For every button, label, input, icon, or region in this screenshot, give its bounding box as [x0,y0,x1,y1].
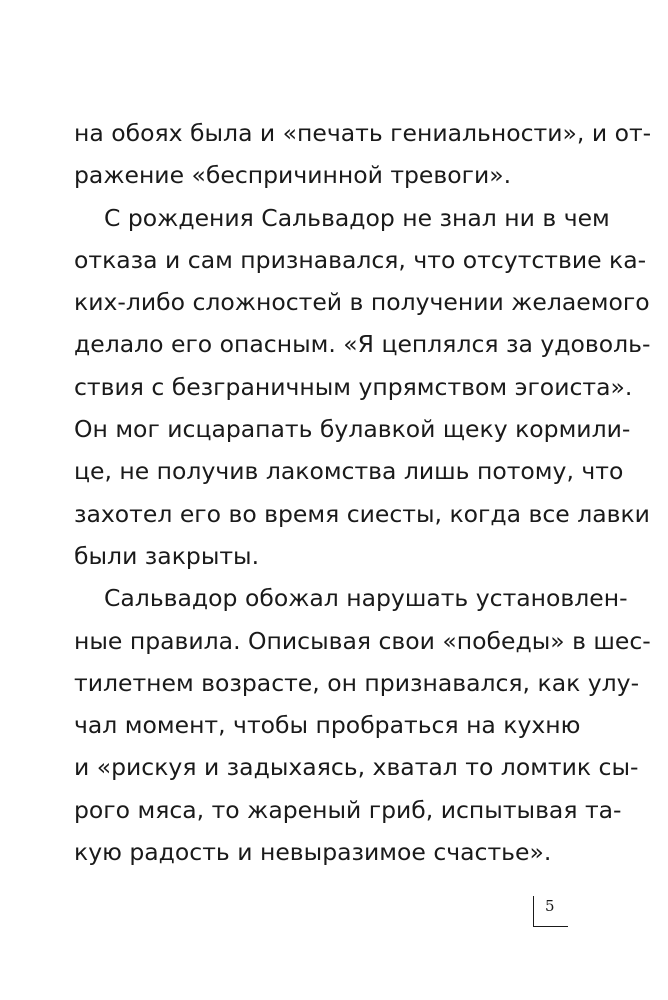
text-line: на обоях была и «печать гениальности», и от- [74,119,652,147]
text-line: С рождения Сальвадор не знал ни в чем [104,203,610,232]
text-line: Сальвадор обожал нарушать установлен- [104,584,628,613]
text-line: ражение «беспричинной тревоги». [74,161,512,190]
text-line: Он мог исцарапать булавкой щеку кормили- [74,415,631,444]
body-text [74,112,652,873]
text-line: чал момент, чтобы пробраться на кухню [74,711,581,740]
text-line: це, не получив лакомства лишь потому, что [74,457,624,486]
text-line: захотел его во время сиесты, когда все лавки [74,499,650,528]
text-line: отказа и сам признавался, что отсутствие ка- [74,245,647,274]
text-line: ствия с безграничным упрямством эгоиста». [74,372,633,401]
text-line: были закрыты. [74,541,260,570]
text-line: тилетнем возрасте, он признавался, как улу- [74,668,640,697]
text-line: и «рискуя и задыхаясь, хватал то ломтик сы- [74,753,639,782]
text-line: ких-либо сложностей в получении желаемого [74,288,650,317]
text-line: делало его опасным. «Я цеплялся за удоволь- [74,330,651,359]
text-line: рого мяса, то жареный гриб, испытывая та- [74,795,622,824]
text-line: кую радость и невыразимое счастье». [74,838,552,867]
page-number: 5 [545,897,555,915]
text-line: ные правила. Описывая свои «победы» в шес- [74,626,651,655]
